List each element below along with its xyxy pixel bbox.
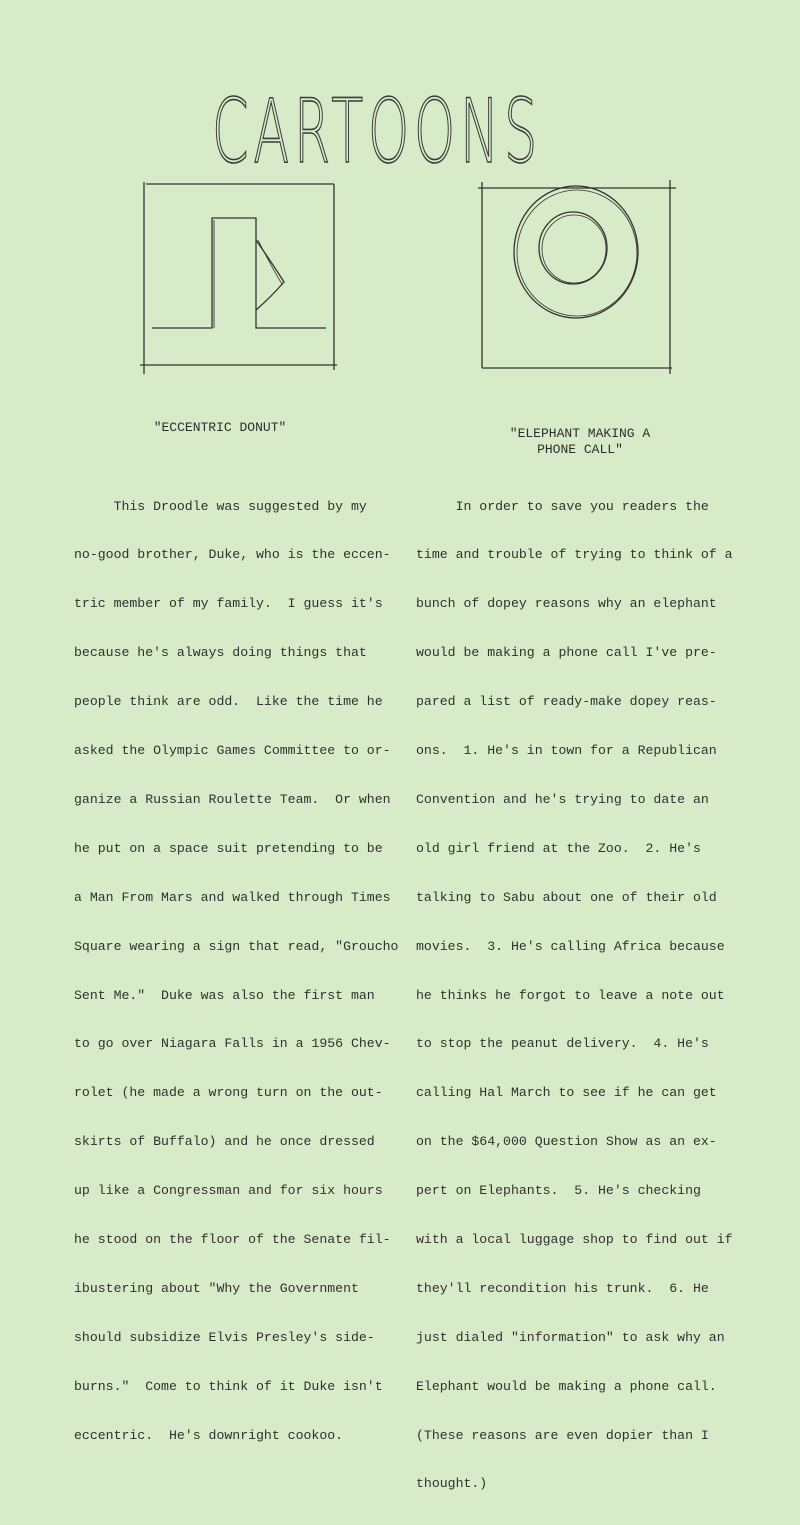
text-line: ibustering about "Why the Government [74, 1280, 359, 1296]
donut-outline [152, 218, 326, 328]
page-title: CARTOONS [212, 80, 542, 180]
text-line: pared a list of ready-make dopey reas- [416, 694, 717, 710]
text-line: movies. 3. He's calling Africa because [416, 938, 725, 954]
text-line: talking to Sabu about one of their old [416, 889, 717, 905]
text-line: they'll recondition his trunk. 6. He [416, 1280, 709, 1296]
donut-curve [256, 240, 284, 310]
text-line: ons. 1. He's in town for a Republican [416, 743, 717, 759]
text-line: eccentric. He's downright cookoo. [74, 1427, 344, 1443]
text-line: bunch of dopey reasons why an elephant [416, 596, 717, 612]
text-line: time and trouble of trying to think of a [416, 547, 733, 563]
text-line: he stood on the floor of the Senate fil- [74, 1231, 391, 1247]
text-line: to stop the peanut delivery. 4. He's [416, 1036, 709, 1052]
text-line: ganize a Russian Roulette Team. Or when [74, 791, 391, 807]
text-line: people think are odd. Like the time he [74, 694, 383, 710]
left-caption: "ECCENTRIC DONUT" [153, 420, 287, 435]
text-line: tric member of my family. I guess it's [74, 596, 383, 612]
text-line: should subsidize Elvis Presley's side- [74, 1329, 375, 1345]
text-line: skirts of Buffalo) and he once dressed [74, 1134, 375, 1150]
right-caption-line2: PHONE CALL" [537, 442, 623, 457]
text-line: old girl friend at the Zoo. 2. He's [416, 840, 701, 856]
text-line: thought.) [416, 1476, 488, 1492]
title-banner [0, 0, 800, 180]
text-line: he put on a space suit pretending to be [74, 840, 383, 856]
text-line: This Droodle was suggested by my [74, 498, 367, 514]
text-line: would be making a phone call I've pre- [416, 645, 717, 661]
elephant-phone-drawing [476, 180, 682, 380]
text-line: Convention and he's trying to date an [416, 791, 709, 807]
text-line: up like a Congressman and for six hours [74, 1183, 383, 1199]
text-line: burns." Come to think of it Duke isn't [74, 1378, 383, 1394]
eccentric-donut-drawing [140, 178, 340, 378]
text-line: Sent Me." Duke was also the first man [74, 987, 375, 1003]
text-line: to go over Niagara Falls in a 1956 Chev- [74, 1036, 391, 1052]
text-line: because he's always doing things that [74, 645, 367, 661]
text-line: calling Hal March to see if he can get [416, 1085, 717, 1101]
text-line: just dialed "information" to ask why an [416, 1329, 725, 1345]
right-caption-line1: "ELEPHANT MAKING A [509, 426, 651, 441]
outer-circle [514, 186, 638, 318]
text-line: no-good brother, Duke, who is the eccen- [74, 547, 391, 563]
text-line: Elephant would be making a phone call. [416, 1378, 717, 1394]
text-line: asked the Olympic Games Committee to or- [74, 743, 391, 759]
right-column [416, 466, 733, 1525]
text-line: (These reasons are even dopier than I [416, 1427, 709, 1443]
text-line: pert on Elephants. 5. He's checking [416, 1183, 701, 1199]
text-line: a Man From Mars and walked through Times [74, 889, 391, 905]
text-line: rolet (he made a wrong turn on the out- [74, 1085, 383, 1101]
text-line: he thinks he forgot to leave a note out [416, 987, 725, 1003]
left-column [74, 466, 398, 1476]
text-line: In order to save you readers the [416, 498, 709, 514]
text-line: on the $64,000 Question Show as an ex- [416, 1134, 717, 1150]
text-line: with a local luggage shop to find out if [416, 1231, 733, 1247]
text-line: Square wearing a sign that read, "Groucho [74, 938, 399, 954]
